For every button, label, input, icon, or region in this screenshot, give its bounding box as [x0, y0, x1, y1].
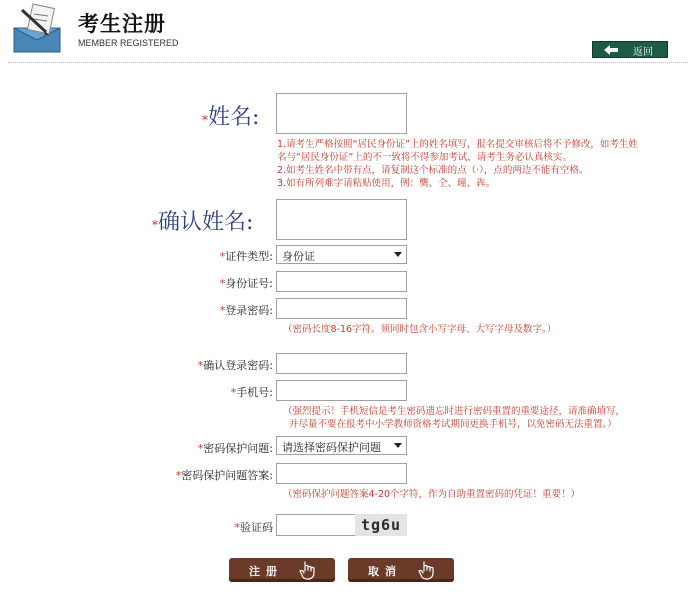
phone-notes — [283, 405, 625, 431]
cancel-button-label: 取消 — [368, 565, 402, 578]
security-answer-note: （密码保护问题答案4-20个字符，作为自助重置密码的凭证！重要！） — [283, 489, 581, 500]
registration-logo-icon — [8, 2, 70, 58]
chevron-down-icon — [394, 252, 402, 257]
confirm-password-input[interactable] — [276, 353, 407, 374]
captcha-image[interactable]: tg6u — [355, 514, 407, 536]
security-question-value: 请选择密码保护问题 — [282, 441, 381, 454]
name-input[interactable] — [276, 93, 407, 134]
captcha-label: *验证码 — [234, 521, 273, 534]
captcha-input[interactable] — [276, 514, 356, 536]
back-button-label: 返回 — [633, 47, 653, 58]
name-note-line: 3.如有所列难字请粘贴使用，例：龑、仝、曈、犇。 — [277, 178, 496, 189]
name-notes — [277, 138, 638, 190]
security-answer-input[interactable] — [276, 463, 407, 484]
back-button[interactable] — [592, 41, 668, 58]
security-answer-label: *密码保护问题答案: — [175, 469, 273, 482]
id-number-input[interactable] — [276, 271, 407, 292]
id-type-select[interactable] — [276, 245, 407, 264]
password-input[interactable] — [276, 298, 407, 319]
confirm-name-input[interactable] — [276, 199, 407, 240]
name-note-line: 1.请考生严格按照“居民身份证”上的姓名填写，报名提交审核后将不予修改，如考生姓 — [277, 139, 638, 150]
id-type-label: *证件类型: — [219, 250, 273, 263]
security-question-select[interactable] — [276, 436, 407, 455]
phone-label: *手机号: — [230, 386, 273, 399]
back-arrow-icon — [604, 45, 618, 55]
register-button-label: 注册 — [249, 565, 283, 578]
required-mark: * — [202, 113, 208, 127]
hand-pointer-icon — [299, 560, 317, 580]
security-question-label: *密码保护问题: — [197, 442, 273, 455]
name-note-line: 2.如考生姓名中带有点，请复制这个标准的点（·），点的两边不能有空格。 — [277, 165, 589, 176]
cancel-button[interactable] — [348, 558, 454, 582]
phone-note-line: （强烈提示！手机短信是考生密码遗忘时进行密码重置的重要途径，请准确填写， — [283, 406, 626, 417]
id-type-value: 身份证 — [282, 250, 315, 263]
chevron-down-icon — [394, 443, 402, 448]
page-header — [0, 0, 697, 62]
phone-input[interactable] — [276, 380, 407, 401]
id-number-label: *身份证号: — [219, 277, 273, 290]
page-title: 考生注册 — [78, 12, 166, 36]
confirm-password-label: *确认登录密码: — [197, 359, 273, 372]
name-note-line: 名与“居民身份证”上的不一致将不得参加考试，请考生务必认真核实。 — [277, 152, 572, 163]
name-label: *姓名: — [202, 105, 260, 130]
page-subtitle: MEMBER REGISTERED — [78, 38, 179, 48]
confirm-name-label: *确认姓名: — [152, 210, 254, 235]
password-label: *登录密码: — [219, 304, 273, 317]
hand-pointer-icon — [418, 560, 436, 580]
phone-note-line: 并尽量不要在报考中小学教师资格考试期间更换手机号，以免密码无法重置。） — [289, 419, 617, 430]
register-button[interactable] — [229, 558, 335, 582]
password-note: （密码长度8-16字符。须同时包含小写字母、大写字母及数字。） — [283, 324, 557, 335]
header-divider — [8, 62, 688, 63]
